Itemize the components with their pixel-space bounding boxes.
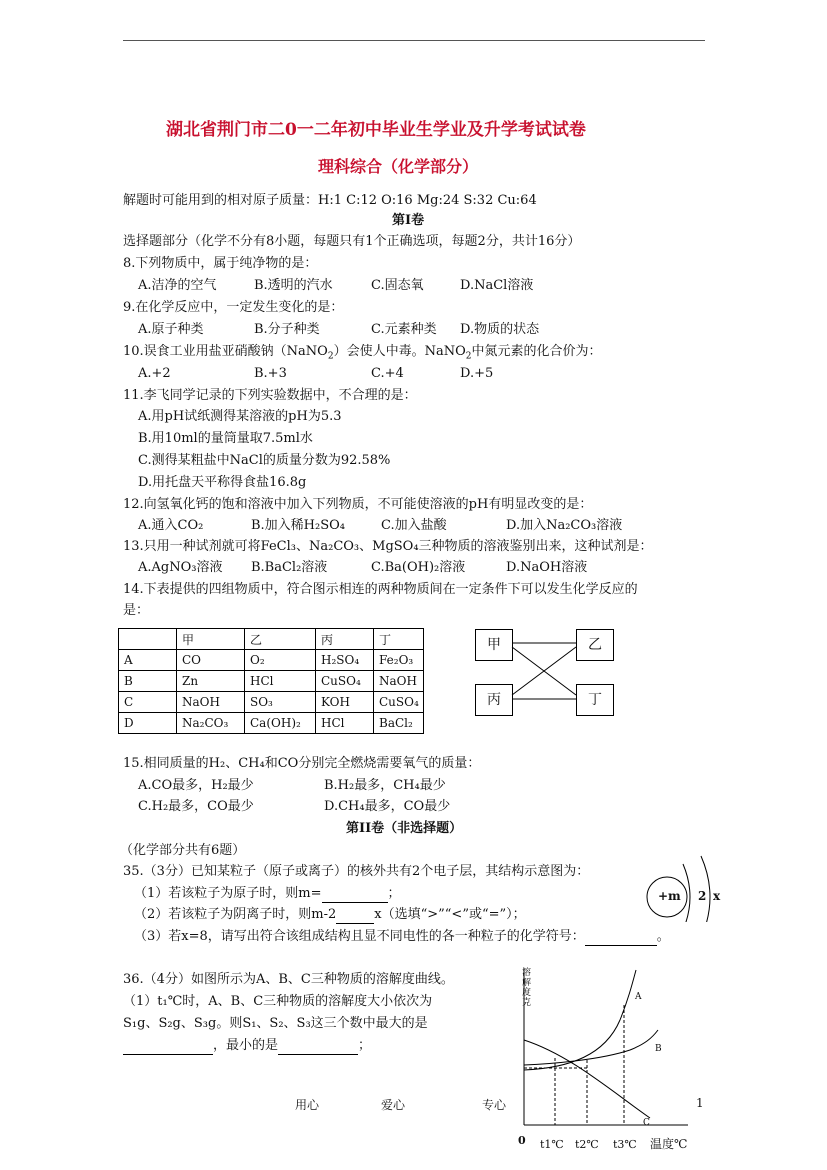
diagram-box-jia: 甲	[475, 629, 513, 661]
table-cell: Zn	[177, 671, 245, 692]
q11-option-a: A.用pH试纸测得某溶液的pH为5.3	[138, 409, 342, 424]
q11-option-b: B.用10ml的量筒量取7.5ml水	[138, 431, 313, 446]
curve-a	[524, 970, 636, 1070]
table-row	[119, 692, 424, 713]
answer-blank[interactable]	[585, 945, 657, 946]
q14-stem-line1: 14.下表提供的四组物质中，符合图示相连的两种物质间在一定条件下可以发生化学反应的	[123, 582, 638, 597]
answer-blank[interactable]	[123, 1054, 213, 1055]
q8-stem: 8.下列物质中，属于纯净物的是：	[123, 256, 318, 271]
curve-label-b: B	[655, 1044, 662, 1054]
table-cell: CO	[177, 650, 245, 671]
q36-line2: S₁g、S₂g、S₃g。则S₁、S₂、S₃这三个数中最大的是	[123, 1016, 428, 1031]
q15-option-b: B.H₂最多，CH₄最少	[324, 778, 446, 793]
curve-label-a: A	[635, 992, 642, 1002]
q14-stem-line2: 是：	[123, 603, 150, 618]
table-cell: BaCl₂	[374, 713, 424, 734]
atomic-masses: 解题时可能用到的相对原子质量：H:1 C:12 O:16 Mg:24 S:32 Cu:64	[123, 193, 537, 208]
q12-option-d: D.加入Na₂CO₃溶液	[506, 518, 623, 533]
q35-sub1: （1）若该粒子为原子时，则m= ；	[134, 886, 401, 901]
table-cell: CuSO₄	[374, 692, 424, 713]
table-cell: SO₃	[245, 692, 316, 713]
q10-option-c: C.+4	[371, 366, 404, 381]
footer-word-3: 专心	[482, 1098, 507, 1112]
q10-stem: 10.误食工业用盐亚硝酸钠（NaNO$_2$）会使人中毒。NaNO$_2$中氮元素的化合价为：	[123, 344, 602, 362]
table-cell: D	[119, 713, 177, 734]
table-cell: KOH	[316, 692, 374, 713]
q11-option-d: D.用托盘天平称得食盐16.8g	[138, 475, 307, 490]
footer-word-1: 用心	[295, 1098, 320, 1112]
q13-option-c: C.Ba(OH)₂溶液	[371, 560, 466, 575]
table-cell: Fe₂O₃	[374, 650, 424, 671]
q8-option-b: B.透明的汽水	[254, 278, 333, 293]
page-number: 1	[696, 1096, 704, 1110]
q35-sub3: （3）若x=8，请写出符合该组成结构且显不同电性的各一种粒子的化学符号： 。	[134, 929, 670, 944]
table-header-row	[119, 629, 424, 650]
table-cell: CuSO₄	[316, 671, 374, 692]
q9-option-d: D.物质的状态	[460, 322, 540, 337]
table-cell: NaOH	[374, 671, 424, 692]
chart-xtick-t3: t3℃	[613, 1138, 637, 1151]
q12-option-b: B.加入稀H₂SO₄	[251, 518, 346, 533]
q9-option-a: A.原子种类	[138, 322, 204, 337]
q12-stem: 12.向氢氧化钙的饱和溶液中加入下列物质，不可能使溶液的pH有明显改变的是：	[123, 497, 593, 512]
table-cell: HCl	[245, 671, 316, 692]
part1-heading: 第Ⅰ卷	[392, 213, 425, 228]
shell1-label: 2	[698, 889, 707, 903]
q11-option-c: C.测得某粗盐中NaCl的质量分数为92.58%	[138, 453, 391, 468]
q12-option-a: A.通入CO₂	[138, 518, 204, 533]
table-cell: O₂	[245, 650, 316, 671]
q8-option-d: D.NaCl溶液	[460, 278, 534, 293]
table-row	[119, 713, 424, 734]
footer-word-2: 爱心	[381, 1098, 406, 1112]
table-cell	[119, 629, 177, 650]
table-cell: HCl	[316, 713, 374, 734]
part2-note: （化学部分共有6题）	[120, 843, 246, 858]
table-cell: 甲	[177, 629, 245, 650]
q13-option-a: A.AgNO₃溶液	[138, 560, 223, 575]
q36-stem: 36.（4分）如图所示为A、B、C三种物质的溶解度曲线。	[123, 972, 454, 987]
answer-blank[interactable]	[336, 923, 374, 924]
part1-intro: 选择题部分（化学不分有8小题，每题只有1个正确选项，每题2分，共计16分）	[123, 234, 581, 249]
q8-option-a: A.洁净的空气	[138, 278, 217, 293]
q13-option-b: B.BaCl₂溶液	[251, 560, 328, 575]
q13-option-d: D.NaOH溶液	[506, 560, 588, 575]
table-cell: 丙	[316, 629, 374, 650]
atom-structure-diagram	[645, 850, 725, 922]
chart-ylabel: 溶解度克	[522, 968, 532, 1008]
header-rule	[123, 40, 705, 41]
table-cell: B	[119, 671, 177, 692]
chart-xtick-t1: t1℃	[540, 1138, 564, 1151]
solubility-chart	[510, 960, 690, 1130]
shell2-label: x	[713, 889, 721, 903]
diagram-box-bing: 丙	[475, 684, 513, 716]
part2-heading: 第II卷（非选择题）	[346, 821, 463, 836]
curve-label-c: C	[643, 1118, 650, 1128]
table-cell: A	[119, 650, 177, 671]
q13-stem: 13.只用一种试剂就可将FeCl₃、Na₂CO₃、MgSO₄三种物质的溶液鉴别出来，这种试剂是：	[123, 539, 653, 554]
q9-stem: 9.在化学反应中，一定发生变化的是：	[123, 300, 344, 315]
chart-origin: 0	[518, 1134, 526, 1147]
chart-xtick-t2: t2℃	[575, 1138, 599, 1151]
exam-title: 湖北省荆门市二0一二年初中毕业生学业及升学考试试卷	[166, 120, 586, 140]
exam-subtitle: 理科综合（化学部分）	[318, 157, 479, 176]
nucleus-label: +m	[658, 889, 681, 903]
table-row	[119, 650, 424, 671]
table-cell: 丁	[374, 629, 424, 650]
q10-option-b: B.+3	[254, 366, 287, 381]
diagram-box-yi: 乙	[576, 629, 614, 661]
table-cell: H₂SO₄	[316, 650, 374, 671]
q36-line3: ，最小的是 ；	[123, 1037, 371, 1055]
table-cell: NaOH	[177, 692, 245, 713]
diagram-box-ding: 丁	[576, 684, 614, 716]
q15-option-a: A.CO最多，H₂最少	[138, 778, 254, 793]
q35-sub2: （2）若该粒子为阴离子时，则m-2 x（选填“>”“<”或“=”）；	[134, 907, 526, 922]
table-row	[119, 671, 424, 692]
q15-option-d: D.CH₄最多，CO最少	[324, 799, 451, 814]
q15-option-c: C.H₂最多，CO最少	[138, 799, 254, 814]
table-cell: Ca(OH)₂	[245, 713, 316, 734]
chart-xlabel: 温度℃	[650, 1137, 688, 1151]
q10-option-a: A.+2	[138, 366, 171, 381]
answer-blank[interactable]	[322, 902, 388, 903]
q15-stem: 15.相同质量的H₂、CH₄和CO分别完全燃烧需要氧气的质量：	[123, 756, 481, 771]
answer-blank[interactable]	[278, 1054, 358, 1055]
q9-option-c: C.元素种类	[371, 322, 437, 337]
q8-option-c: C.固态氧	[371, 278, 424, 293]
q10-option-d: D.+5	[460, 366, 494, 381]
q35-stem: 35.（3分）已知某粒子（原子或离子）的核外共有2个电子层，其结构示意图为：	[123, 864, 590, 879]
table-cell: 乙	[245, 629, 316, 650]
q9-option-b: B.分子种类	[254, 322, 320, 337]
q12-option-c: C.加入盐酸	[381, 518, 447, 533]
table-cell: Na₂CO₃	[177, 713, 245, 734]
q14-table	[118, 628, 424, 734]
q36-line1: （1）t₁℃时，A、B、C三种物质的溶解度大小依次为	[123, 994, 433, 1009]
table-cell: C	[119, 692, 177, 713]
q11-stem: 11.李飞同学记录的下列实验数据中，不合理的是：	[123, 388, 417, 403]
